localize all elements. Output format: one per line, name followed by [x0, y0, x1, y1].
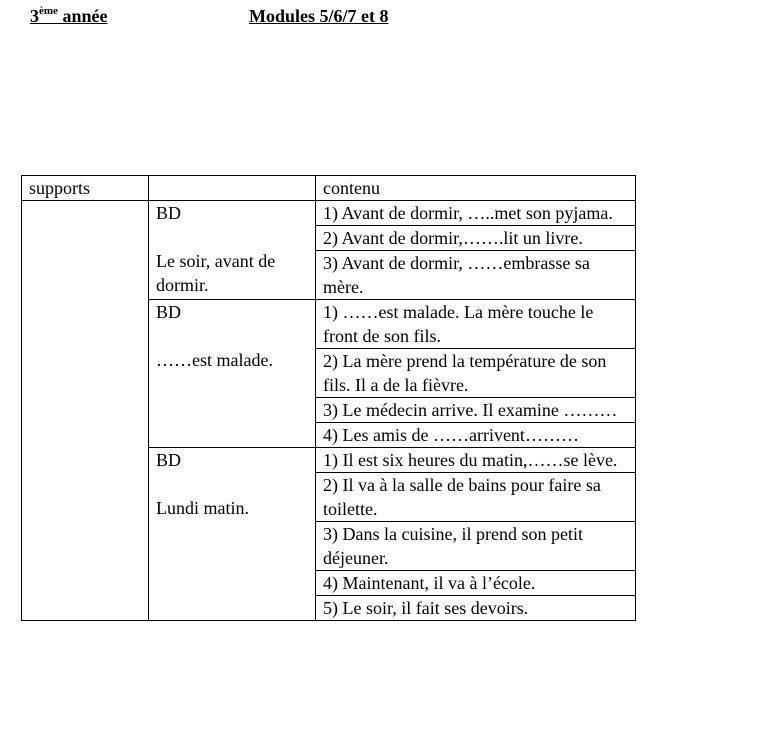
content-item: 2) La mère prend la température de son fils. Il a de la fièvre.	[316, 349, 636, 398]
support-group-3	[149, 448, 316, 621]
support-title: Lundi matin.	[156, 498, 249, 518]
header-supports: supports	[22, 176, 149, 201]
bd-label: BD	[156, 302, 182, 322]
table-header-row	[22, 176, 636, 201]
content-item: 4) Les amis de ……arrivent………	[316, 423, 636, 448]
content-item: 3) Le médecin arrive. Il examine ………	[316, 398, 636, 423]
header-empty	[149, 176, 316, 201]
support-title: Le soir, avant de dormir.	[156, 251, 276, 295]
content-table	[21, 175, 636, 621]
content-item: 4) Maintenant, il va à l’école.	[316, 571, 636, 596]
support-title: ……est malade.	[156, 350, 273, 370]
content-item: 1) ……est malade. La mère touche le front de son fils.	[316, 300, 636, 349]
bd-label: BD	[156, 203, 182, 223]
header-contenu: contenu	[316, 176, 636, 201]
content-item: 3) Avant de dormir, ……embrasse sa mère.	[316, 251, 636, 300]
content-item: 1) Avant de dormir, …..met son pyjama.	[316, 201, 636, 226]
modules-title: Modules 5/6/7 et 8	[249, 6, 389, 26]
content-item: 3) Dans la cuisine, il prend son petit déjeuner.	[316, 522, 636, 571]
support-group-2	[149, 300, 316, 448]
table-row	[22, 201, 636, 226]
content-item: 2) Il va à la salle de bains pour faire sa toilette.	[316, 473, 636, 522]
content-item: 5) Le soir, il fait ses devoirs.	[316, 596, 636, 621]
support-group-1	[149, 201, 316, 300]
content-item: 2) Avant de dormir,…….lit un livre.	[316, 226, 636, 251]
content-item: 1) Il est six heures du matin,……se lève.	[316, 448, 636, 473]
grade-title: 3ème année	[30, 5, 108, 26]
bd-label: BD	[156, 450, 182, 470]
supports-cell	[22, 201, 149, 621]
